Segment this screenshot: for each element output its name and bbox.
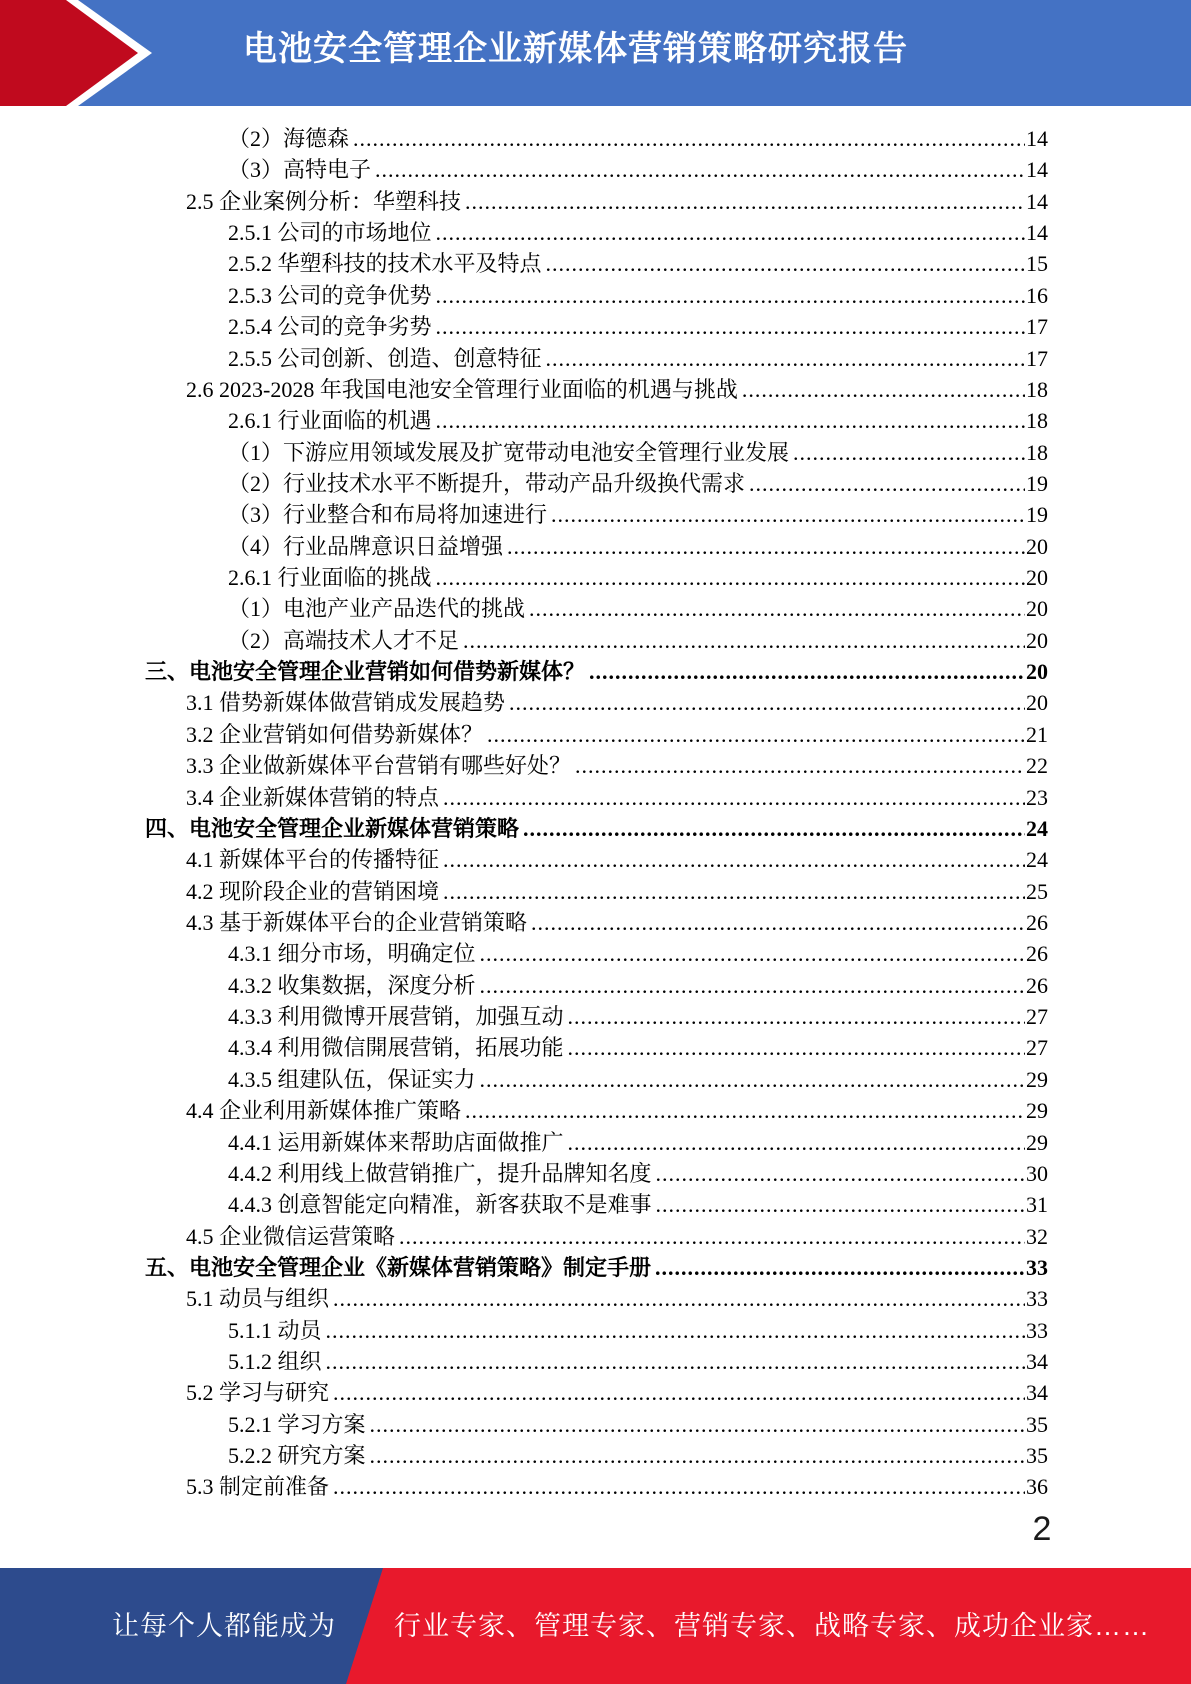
toc-entry-label: 5.2.1 学习方案 bbox=[228, 1411, 366, 1437]
toc-entry-label: 4.3.2 收集数据，深度分析 bbox=[228, 972, 476, 998]
toc-page-number: 20 bbox=[1026, 627, 1048, 653]
toc-dot-leader bbox=[529, 593, 1025, 624]
toc-page-number: 24 bbox=[1026, 847, 1048, 873]
toc-entry[interactable] bbox=[145, 970, 1048, 1001]
toc-entry[interactable] bbox=[145, 1158, 1048, 1189]
toc-entry[interactable] bbox=[145, 1346, 1048, 1377]
toc-entry[interactable] bbox=[145, 1377, 1048, 1408]
toc-page-number: 17 bbox=[1026, 345, 1048, 371]
footer-slogan-right: 行业专家、管理专家、营销专家、战略专家、成功企业家…… bbox=[394, 1611, 1150, 1641]
toc-page-number: 32 bbox=[1026, 1223, 1048, 1249]
toc-entry[interactable] bbox=[145, 154, 1048, 185]
toc-entry-label: 2.6.1 行业面临的机遇 bbox=[228, 408, 432, 434]
toc-page-number: 20 bbox=[1026, 596, 1048, 622]
toc-entry[interactable] bbox=[145, 1032, 1048, 1063]
toc-entry[interactable] bbox=[145, 1440, 1048, 1471]
toc-entry[interactable] bbox=[145, 1001, 1048, 1032]
toc-entry[interactable] bbox=[145, 750, 1048, 781]
toc-page-number: 16 bbox=[1026, 282, 1048, 308]
toc-entry-label: 4.3.3 利用微博开展营销，加强互动 bbox=[228, 1004, 564, 1030]
toc-entry-label: （1）电池产业产品迭代的挑战 bbox=[228, 596, 526, 622]
toc-entry-label: （1）下游应用领域发展及扩宽带动电池安全管理行业发展 bbox=[228, 439, 790, 465]
toc-dot-leader bbox=[793, 437, 1025, 468]
toc-page-number: 17 bbox=[1026, 314, 1048, 340]
toc-dot-leader bbox=[546, 248, 1025, 279]
toc-dot-leader bbox=[480, 1064, 1025, 1095]
toc-entry-label: （3）行业整合和布局将加速进行 bbox=[228, 502, 548, 528]
toc-entry-label: 四、电池安全管理企业新媒体营销策略 bbox=[145, 815, 520, 841]
toc-dot-leader bbox=[333, 1471, 1025, 1502]
toc-entry-label: （4）行业品牌意识日益增强 bbox=[228, 533, 504, 559]
page-number: 2 bbox=[1032, 1510, 1052, 1548]
toc-page-number: 31 bbox=[1026, 1192, 1048, 1218]
toc-page-number: 20 bbox=[1026, 533, 1048, 559]
toc-entry-label: 5.2.2 研究方案 bbox=[228, 1443, 366, 1469]
toc-page-number: 20 bbox=[1026, 659, 1048, 685]
toc-page-number: 34 bbox=[1026, 1349, 1048, 1375]
toc-entry[interactable] bbox=[145, 343, 1048, 374]
toc-page-number: 23 bbox=[1026, 784, 1048, 810]
toc-dot-leader bbox=[333, 1283, 1025, 1314]
toc-page-number: 14 bbox=[1026, 126, 1048, 151]
toc-entry-label: 4.1 新媒体平台的传播特征 bbox=[186, 847, 440, 873]
report-title: 电池安全管理企业新媒体营销策略研究报告 bbox=[243, 30, 908, 68]
toc-page-number: 33 bbox=[1026, 1317, 1048, 1343]
toc-entry[interactable] bbox=[145, 1283, 1048, 1314]
toc-dot-leader bbox=[399, 1221, 1025, 1252]
toc-page-number: 33 bbox=[1026, 1254, 1048, 1280]
toc-entry-label: （2）行业技术水平不断提升，带动产品升级换代需求 bbox=[228, 470, 746, 496]
toc-dot-leader bbox=[436, 562, 1025, 593]
header-banner bbox=[0, 0, 1191, 106]
toc-page-number: 27 bbox=[1026, 1004, 1048, 1030]
toc-page-number: 29 bbox=[1026, 1098, 1048, 1124]
toc-dot-leader bbox=[463, 625, 1025, 656]
toc-dot-leader bbox=[568, 1127, 1025, 1158]
toc-entry-label: 3.1 借势新媒体做营销成发展趋势 bbox=[186, 690, 506, 716]
toc-dot-leader bbox=[551, 499, 1025, 530]
toc-entry[interactable] bbox=[145, 1095, 1048, 1126]
toc-dot-leader bbox=[443, 876, 1025, 907]
toc-page-number: 18 bbox=[1026, 439, 1048, 465]
toc-entry[interactable] bbox=[145, 1315, 1048, 1346]
toc-dot-leader bbox=[655, 1252, 1025, 1283]
toc-entry[interactable] bbox=[145, 248, 1048, 279]
footer-banner bbox=[0, 1568, 1191, 1684]
toc-page-number: 29 bbox=[1026, 1066, 1048, 1092]
toc-page-number: 21 bbox=[1026, 721, 1048, 747]
toc-page-number: 19 bbox=[1026, 470, 1048, 496]
toc-dot-leader bbox=[656, 1158, 1025, 1189]
toc-entry-label: 4.3.1 细分市场，明确定位 bbox=[228, 941, 476, 967]
toc-entry[interactable] bbox=[145, 813, 1048, 844]
toc-entry[interactable] bbox=[145, 625, 1048, 656]
toc-entry-label: 4.3.5 组建队伍，保证实力 bbox=[228, 1066, 476, 1092]
toc-page-number: 34 bbox=[1026, 1380, 1048, 1406]
toc-entry-label: 3.2 企业营销如何借势新媒体？ bbox=[186, 721, 484, 747]
toc-page-number: 18 bbox=[1026, 408, 1048, 434]
toc-entry-label: 4.4.3 创意智能定向精准，新客获取不是难事 bbox=[228, 1192, 652, 1218]
toc-entry[interactable] bbox=[145, 468, 1048, 499]
toc-entry[interactable] bbox=[145, 311, 1048, 342]
toc-dot-leader bbox=[436, 405, 1025, 436]
toc-entry[interactable] bbox=[145, 1064, 1048, 1095]
toc-page-number: 19 bbox=[1026, 502, 1048, 528]
toc-page-number: 35 bbox=[1026, 1443, 1048, 1469]
toc-entry[interactable] bbox=[145, 123, 1048, 154]
toc-entry-label: 2.6.1 行业面临的挑战 bbox=[228, 565, 432, 591]
toc-entry-label: 2.5.4 公司的竞争劣势 bbox=[228, 314, 432, 340]
toc-entry-label: 2.5.3 公司的竞争优势 bbox=[228, 282, 432, 308]
toc-dot-leader bbox=[589, 656, 1025, 687]
toc-entry[interactable] bbox=[145, 687, 1048, 718]
toc-entry[interactable] bbox=[145, 1189, 1048, 1220]
toc-entry[interactable] bbox=[145, 280, 1048, 311]
toc-dot-leader bbox=[443, 844, 1025, 875]
toc-entry[interactable] bbox=[145, 437, 1048, 468]
toc-dot-leader bbox=[742, 374, 1025, 405]
toc-page-number: 20 bbox=[1026, 690, 1048, 716]
toc-entry[interactable] bbox=[145, 1252, 1048, 1283]
toc-entry[interactable] bbox=[145, 1127, 1048, 1158]
table-of-contents bbox=[145, 123, 1048, 1503]
toc-page-number: 29 bbox=[1026, 1129, 1048, 1155]
toc-entry-label: 4.3 基于新媒体平台的企业营销策略 bbox=[186, 909, 528, 935]
footer-slogan-left: 让每个人都能成为 bbox=[112, 1611, 336, 1641]
toc-dot-leader bbox=[507, 531, 1025, 562]
toc-entry-label: 4.4.2 利用线上做营销推广，提升品牌知名度 bbox=[228, 1160, 652, 1186]
toc-entry[interactable] bbox=[145, 844, 1048, 875]
toc-page-number: 14 bbox=[1026, 220, 1048, 246]
toc-entry-label: 5.1.1 动员 bbox=[228, 1317, 322, 1343]
toc-page-number: 24 bbox=[1026, 815, 1048, 841]
toc-page-number: 36 bbox=[1026, 1474, 1048, 1500]
toc-entry-label: 2.6 2023-2028 年我国电池安全管理行业面临的机遇与挑战 bbox=[186, 376, 738, 402]
toc-entry[interactable] bbox=[145, 374, 1048, 405]
toc-entry[interactable] bbox=[145, 186, 1048, 217]
toc-entry-label: 4.3.4 利用微信開展营销，拓展功能 bbox=[228, 1035, 564, 1061]
toc-entry-label: 2.5.5 公司创新、创造、创意特征 bbox=[228, 345, 542, 371]
toc-dot-leader bbox=[568, 1001, 1025, 1032]
toc-dot-leader bbox=[326, 1346, 1025, 1377]
toc-dot-leader bbox=[465, 186, 1025, 217]
toc-dot-leader bbox=[656, 1189, 1025, 1220]
toc-entry-label: 4.4.1 运用新媒体来帮助店面做推广 bbox=[228, 1129, 564, 1155]
toc-dot-leader bbox=[370, 1409, 1025, 1440]
toc-entry[interactable] bbox=[145, 1471, 1048, 1502]
toc-dot-leader bbox=[749, 468, 1025, 499]
toc-page-number: 18 bbox=[1026, 376, 1048, 402]
toc-page-number: 14 bbox=[1026, 188, 1048, 214]
toc-dot-leader bbox=[353, 123, 1025, 154]
arrow-icon bbox=[0, 0, 160, 106]
toc-entry-label: 5.3 制定前准备 bbox=[186, 1474, 330, 1500]
toc-entry[interactable] bbox=[145, 1409, 1048, 1440]
toc-entry-label: 2.5.2 华塑科技的技术水平及特点 bbox=[228, 251, 542, 277]
toc-entry[interactable] bbox=[145, 217, 1048, 248]
toc-dot-leader bbox=[509, 687, 1025, 718]
toc-dot-leader bbox=[523, 813, 1025, 844]
toc-dot-leader bbox=[480, 938, 1025, 969]
toc-page-number: 30 bbox=[1026, 1160, 1048, 1186]
toc-dot-leader bbox=[546, 343, 1025, 374]
toc-entry-label: （3）高特电子 bbox=[228, 157, 372, 183]
toc-dot-leader bbox=[480, 970, 1025, 1001]
toc-page-number: 15 bbox=[1026, 251, 1048, 277]
toc-page-number: 26 bbox=[1026, 941, 1048, 967]
toc-entry-label: 5.2 学习与研究 bbox=[186, 1380, 330, 1406]
toc-page-number: 35 bbox=[1026, 1411, 1048, 1437]
toc-entry-label: 3.4 企业新媒体营销的特点 bbox=[186, 784, 440, 810]
toc-dot-leader bbox=[436, 311, 1025, 342]
toc-entry[interactable] bbox=[145, 593, 1048, 624]
toc-dot-leader bbox=[436, 280, 1025, 311]
toc-entry-label: （2）海德森 bbox=[228, 126, 350, 151]
toc-dot-leader bbox=[443, 782, 1025, 813]
toc-entry-label: 3.3 企业做新媒体平台营销有哪些好处？ bbox=[186, 753, 572, 779]
toc-dot-leader bbox=[333, 1377, 1025, 1408]
toc-page-number: 25 bbox=[1026, 878, 1048, 904]
toc-entry[interactable] bbox=[145, 719, 1048, 750]
toc-dot-leader bbox=[465, 1095, 1025, 1126]
toc-entry[interactable] bbox=[145, 782, 1048, 813]
toc-entry[interactable] bbox=[145, 938, 1048, 969]
toc-entry[interactable] bbox=[145, 499, 1048, 530]
toc-entry[interactable] bbox=[145, 405, 1048, 436]
toc-entry[interactable] bbox=[145, 562, 1048, 593]
toc-page-number: 33 bbox=[1026, 1286, 1048, 1312]
toc-entry-label: 5.1.2 组织 bbox=[228, 1349, 322, 1375]
toc-entry-label: 4.4 企业利用新媒体推广策略 bbox=[186, 1098, 462, 1124]
toc-entry-label: 4.5 企业微信运营策略 bbox=[186, 1223, 396, 1249]
toc-page-number: 27 bbox=[1026, 1035, 1048, 1061]
toc-entry[interactable] bbox=[145, 907, 1048, 938]
toc-entry-label: 三、电池安全管理企业营销如何借势新媒体？ bbox=[145, 659, 586, 685]
toc-dot-leader bbox=[326, 1315, 1025, 1346]
toc-dot-leader bbox=[436, 217, 1025, 248]
toc-page-number: 26 bbox=[1026, 972, 1048, 998]
toc-dot-leader bbox=[531, 907, 1025, 938]
toc-entry[interactable] bbox=[145, 531, 1048, 562]
toc-entry[interactable] bbox=[145, 656, 1048, 687]
toc-entry[interactable] bbox=[145, 1221, 1048, 1252]
toc-entry-label: 2.5 企业案例分析：华塑科技 bbox=[186, 188, 462, 214]
toc-entry[interactable] bbox=[145, 876, 1048, 907]
toc-page-number: 26 bbox=[1026, 909, 1048, 935]
toc-dot-leader bbox=[375, 154, 1025, 185]
toc-entry-label: 五、电池安全管理企业《新媒体营销策略》制定手册 bbox=[145, 1254, 652, 1280]
toc-entry-label: （2）高端技术人才不足 bbox=[228, 627, 460, 653]
toc-dot-leader bbox=[370, 1440, 1025, 1471]
toc-page-number: 14 bbox=[1026, 157, 1048, 183]
toc-entry-label: 5.1 动员与组织 bbox=[186, 1286, 330, 1312]
toc-page-number: 22 bbox=[1026, 753, 1048, 779]
toc-dot-leader bbox=[487, 719, 1025, 750]
toc-entry-label: 4.2 现阶段企业的营销困境 bbox=[186, 878, 440, 904]
toc-page-number: 20 bbox=[1026, 565, 1048, 591]
toc-entry-label: 2.5.1 公司的市场地位 bbox=[228, 220, 432, 246]
toc-dot-leader bbox=[568, 1032, 1025, 1063]
toc-dot-leader bbox=[575, 750, 1025, 781]
